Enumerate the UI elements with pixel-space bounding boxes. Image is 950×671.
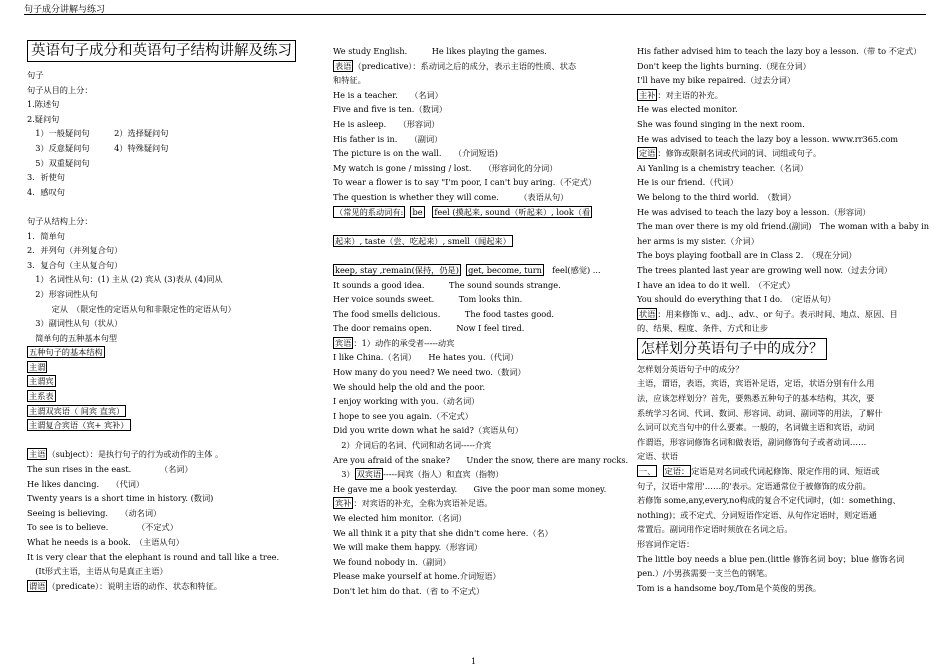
section-title: 怎样划分英语句子中的成分？ [637,338,827,360]
text-line: He was elected monitor. [637,104,738,115]
subject-complement-examples [637,102,937,146]
text-line: 3．祈使句 [27,172,65,183]
text-line: Ai Yanling is a chemistry teacher.（名词） [637,162,809,173]
text-line: Did you write down what he said?（宾语从句） [333,425,524,436]
boxed-item: 主谓双宾语（ 间宾 直宾） [29,405,125,416]
text-line: You should do everything that I do. （定语从句） [637,294,836,305]
adverbial-definition-cont: 的、结果、程度、条件、方式和让步 [637,323,769,334]
text-line: pen.）/小男孩需要一支兰色的钢笔。 [637,568,773,579]
text-line: I'll have my bike repaired.（过去分词） [637,75,796,86]
text-line: 主语，谓语，表语，宾语，宾语补足语，定语，状语分别有什么用 [637,378,875,389]
text-line: We all think it a pity that she didn't come here.（名） [333,527,553,538]
linking-verb-examples [333,278,633,336]
text-line: We belong to the third world. （数词） [637,191,796,202]
basic-patterns-list [27,345,327,433]
text-line: How many do you need? We need two.（数词） [333,367,526,378]
text-line [27,404,327,419]
adverbial-label: 状语 [639,308,656,319]
text-line: He is a teacher. （名词） [333,89,443,100]
object-examples [333,350,633,467]
text-line: I have an idea to do it well. （不定式） [637,279,795,290]
text-line: The boys playing football are in Class 2. （现在分词） [637,250,857,261]
predicative-examples [333,88,633,205]
text-line: 句子，汉语中常用'……的'表示。定语通常位于被修饰的成分前。 [637,480,871,491]
text-line: 定语、状语 [637,451,678,462]
text-line: We will make them happy.（形容词） [333,542,483,553]
blank-line [27,433,327,448]
text-line: Don't let him do that.（省 to 不定式） [333,585,485,596]
division-explanation [637,362,937,464]
attributive-definition-2: 一、 定语： 定语是对名词或代词起修饰、限定作用的词、短语或 [639,466,880,477]
text-line: 4．感叹句 [27,186,65,197]
text-line: Her voice sounds sweet. Tom looks thin. [333,294,523,305]
text-line: 2．并列句（并列复合句） [27,245,123,256]
text-line: 系统学习名词、代词、数词、形容词、动词、副词等的用法，了解什 [637,407,883,418]
text-line: The trees planted last year are growing well now.（过去分词） [637,264,893,275]
text-line: We should help the old and the poor. [333,381,486,392]
text-line: 么词可以充当句中的什么要素。一般的，名词做主语和宾语，动词 [637,422,875,433]
text-line: 简单句的五种基本句型 [27,332,118,343]
sentence-types-list [27,68,327,345]
text-line: The little boy needs a blue pen.(little 修饰名词 boy；blue 修饰名词 [637,553,905,564]
main-title: 英语句子成分和英语句子结构讲解及练习 [27,40,296,62]
object-definition: 宾语 ：1）动作的承受者-----动宾 [335,337,455,348]
text-line [27,199,327,214]
predicative-label: 表语 [335,60,352,71]
text-line: My watch is gone / missing / lost. （形容词化的分词） [333,162,558,173]
text-line: We elected him monitor.（名词） [333,513,467,523]
text-line: 怎样划分英语句子中的成分？ [637,363,744,374]
text-line: 2.疑问句 [27,113,60,124]
text-line: 2）形容词性从句 [27,288,98,299]
text-line: nothing)；或不定式、分词短语作定语、从句作定语时，则定语通 [637,509,877,520]
boxed-item: 主谓 [29,361,46,372]
text-line: To see is to believe. （不定式） [27,522,178,533]
running-header: 句子成分讲解与练习 [24,5,106,15]
text-line: It sounds a good idea. The sound sounds strange. [333,279,561,290]
predicative-definition: 表语 （predicative）：系动词之后的成分，表示主语的性质、状态 [335,60,577,71]
double-object-definition: 3） 双宾语 -----间宾（指人）和直宾（指物） [333,469,504,480]
text-line: She was found singing in the next room. [637,118,805,129]
attributive-definition: 定语 ：修饰或限制名词或代词的词、词组或句子。 [639,148,822,159]
text-line: Five and five is ten.（数词） [333,104,448,115]
text-line: 3）副词性从句（状从） [27,318,123,329]
object-label: 宾语 [335,337,352,348]
text-line: He was advised to teach the lazy boy a lesson.（形容词） [637,206,871,217]
linking-verbs-line-2: 起来）, taste（尝、吃起来）, smell（闻起来） [335,235,511,246]
text-line [27,360,327,375]
text-line: 3．复合句（主从复合句） [27,259,123,270]
text-line: 句子 [27,70,44,80]
subject-complement-definition: 主补 ：对主语的补充。 [639,89,723,100]
text-line: Please make yourself at home.介词短语） [333,571,501,582]
complement-examples-cont [637,44,937,88]
text-line: The food smells delicious. The food tastes good. [333,308,555,319]
text-line: 若修饰 some,any,every,no构成的复合不定代词时，(如：something、 [637,495,901,506]
text-line: Tom is a handsome boy./Tom是个英俊的男孩。 [637,582,822,593]
text-line: The picture is on the wall. （介词短语) [333,148,498,159]
column-1 [27,44,327,593]
text-line: her arms is my sister.（介词） [637,235,759,246]
text-line: Are you afraid of the snake? Under the snow, there are many rocks. [333,454,629,465]
column-3 [637,44,937,595]
text-line: The man over there is my old friend.(副词) The woman with a baby in [637,221,930,232]
blank-line [333,219,633,234]
text-line: 形容词作定语： [637,539,695,549]
boxed-item: 主谓复合宾语（宾+ 宾补） [29,420,129,431]
text-line [27,345,327,360]
predicate-definition: 谓语 （predicate）：说明主语的动作、状态和特征。 [29,580,222,591]
text-line: (It形式主语，主语从句是真正主语） [27,566,168,577]
text-line: I like China.（名词） He hates you.（代词） [333,352,519,363]
complement-examples [333,511,633,599]
text-line [27,389,327,404]
text-line: 定从 （限定性的定语从句和非限定性的定语从句） [27,303,236,314]
text-line: The door remains open. Now I feel tired. [333,323,525,334]
text-line: 3）反意疑问句 4）特殊疑问句 [27,142,169,153]
attributive-explanation [637,479,937,596]
text-line: It is very clear that the elephant is round and tall like a tree. [27,551,280,562]
text-line: 1）名词性从句：(1) 主从 (2) 宾从 (3)表从 (4)同从 [27,274,223,285]
page-number: 1 [471,657,477,666]
subject-complement-label: 主补 [639,89,656,100]
text-line: His father advised him to teach the lazy boy a lesson.（带 to 不定式） [637,46,922,56]
text-line: He is asleep. （形容词） [333,118,440,129]
text-line: What he needs is a book. （主语从句） [27,537,184,547]
boxed-item: 五种句子的基本结构 [29,347,103,358]
text-line: 5）双重疑问句 [27,157,90,168]
text-line: Seeing is believing. （动名词） [27,507,162,518]
text-line: Don't keep the lights burning.（现在分词） [637,60,811,71]
example-line: We study English. He likes playing the games. [333,46,547,56]
text-line: 1．简单句 [27,230,65,241]
text-line: 1.陈述句 [27,99,60,110]
text-line: 作谓语，形容词修饰名词和做表语，副词修饰句子或者动词…… [637,436,867,447]
text-line: He is our friend.（代词） [637,177,739,188]
text-line: To wear a flower is to say "I'm poor, I can't buy aring.（不定式） [333,177,597,188]
adverbial-definition: 状语 ：用来修饰 v.、adj.、adv.、or 句子。表示时间、地点、原因、目 [639,308,898,319]
attributive-examples [637,161,937,307]
subject-definition: 主语 （subject）：是执行句子的行为或动作的主体 。 [29,449,224,460]
text-line: The sun rises in the east. （名词） [27,464,193,475]
text-line [27,374,327,389]
text-line: 句子从结构上分： [27,215,93,226]
boxed-item: 主系表 [29,391,54,402]
text-line: We found nobody in.（副词） [333,556,451,567]
predicative-definition-cont: 和特征。 [333,75,366,86]
boxed-item: 主谓宾 [29,376,54,387]
complement-label: 宾补 [335,498,352,509]
subject-label: 主语 [29,449,46,460]
predicate-label: 谓语 [29,580,46,591]
header-rule [24,14,926,15]
text-line: I hope to see you again.（不定式） [333,410,473,421]
text-line: 2）介词后的名词、代词和动名词-----介宾 [333,440,492,451]
text-line: 句子从目的上分： [27,84,93,95]
text-line: His father is in. （副词） [333,133,443,144]
text-line [27,418,327,433]
column-2 [333,44,633,599]
linking-verbs-line-3: keep, stay ,remain(保持，仍是) get, become, turn feel(感觉) ... [335,264,601,275]
blank-line [333,248,633,263]
text-line: 1）一般疑问句 2）选择疑问句 [27,128,169,139]
linking-verbs-line-1: （常见的系动词有: be feel (摸起来, sound（听起来）, look（看 [335,206,591,217]
text-line: The question is whether they will come. （表语从句） [333,191,569,202]
text-line: He was advised to teach the lazy boy a lesson. www.rr365.com [637,133,899,144]
text-line: He likes dancing. （代词） [27,478,145,489]
attributive-label: 定语 [639,148,656,159]
complement-definition: 宾补 ：对宾语的补充，全称为宾语补足语。 [335,498,493,509]
subject-examples [27,462,327,579]
text-line: 法，应该怎样划分？首先，要熟悉五种句子的基本结构，其次，要 [637,393,875,404]
text-line: 常置后。副词用作定语时须放在名词之后。 [637,524,793,535]
double-object-label: 双宾语 [356,469,382,480]
text-line: I enjoy working with you.（动名词） [333,396,480,407]
text-line: Twenty years is a short time in history. (数词) [27,493,214,504]
example-line: He gave me a book yesterday. Give the poor man some money. [333,483,607,494]
